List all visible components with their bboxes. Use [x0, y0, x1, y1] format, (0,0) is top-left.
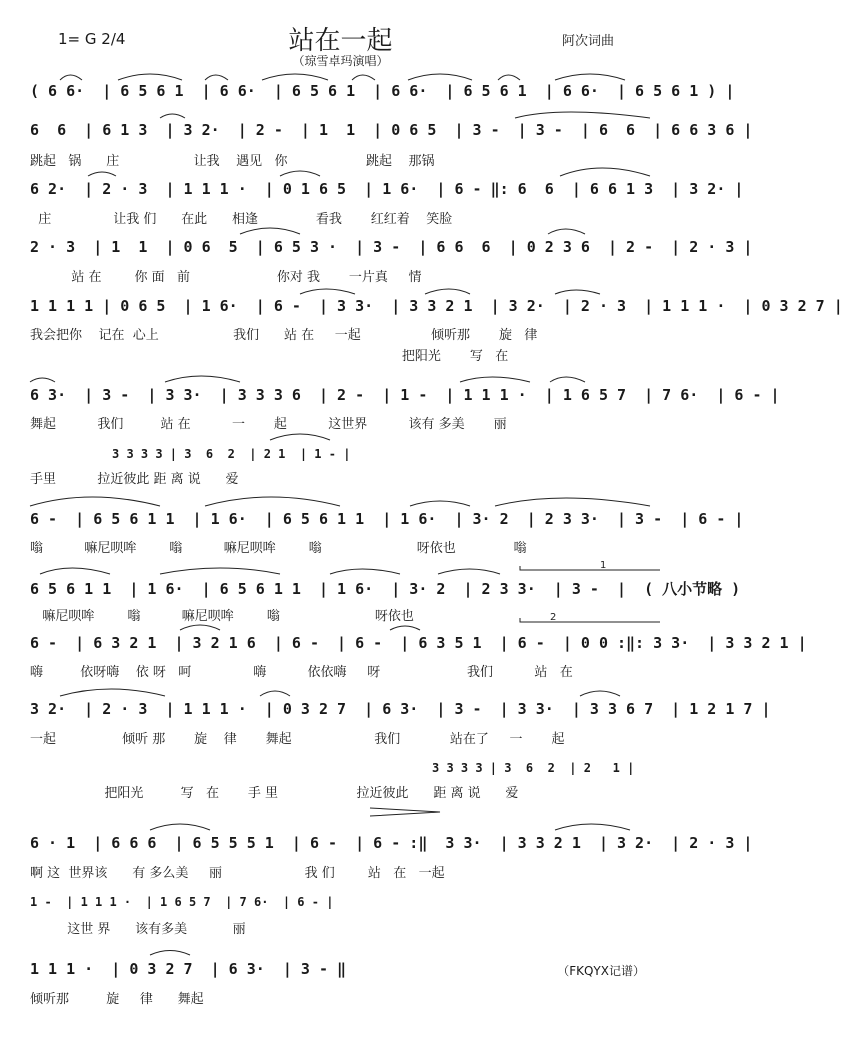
notation-line: 1 - | 1 1 1 · | 1 6 5 7 | 7 6· | 6 - |	[30, 895, 334, 909]
lyric-line: 庄 让我 们 在此 相逢 看我 红红着 笑脸	[30, 212, 453, 227]
song-title: 站在一起	[288, 26, 393, 56]
volta-1-label: 1	[600, 560, 607, 571]
notation-line: 3 2· | 2 · 3 | 1 1 1 · | 0 3 2 7 | 6 3· | 3 - | 3 3· | 3 3 6 7 | 1 2 1 7 |	[30, 700, 771, 718]
lyric-line: 倾听那 旋 律 舞起	[30, 992, 204, 1007]
notation-line: 6 5 6 1 1 | 1 6· | 6 5 6 1 1 | 1 6· | 3· 2 | 2 3 3· | 3 - | ( 八小节略 )	[30, 580, 741, 598]
lyric-line: 这世 界 该有多美 丽	[30, 922, 246, 937]
volta-2-label: 2	[550, 612, 557, 623]
notation-line: 2 · 3 | 1 1 | 0 6 5 | 6 5 3 · | 3 - | 6 6 6 | 0 2 3 6 | 2 - | 2 · 3 |	[30, 238, 753, 256]
lyric-line: 我会把你 记在 心上 我们 站 在 一起 倾听那 旋 律	[30, 328, 538, 343]
lyric-line: 嘛尼呗哞 嗡 嘛尼呗哞 嗡 呀依也	[30, 609, 414, 624]
notation-line: 6 - | 6 5 6 1 1 | 1 6· | 6 5 6 1 1 | 1 6· | 3· 2 | 2 3 3· | 3 - | 6 - |	[30, 510, 744, 528]
notation-line: ( 6 6· | 6 5 6 1 | 6 6· | 6 5 6 1 | 6 6· | 6 5 6 1 | 6 6· | 6 5 6 1 ) |	[30, 82, 735, 100]
transcriber-credit: （FKQYX记谱）	[557, 964, 645, 978]
composer-credit: 阿次词曲	[562, 34, 615, 49]
notation-line: 1 1 1 · | 0 3 2 7 | 6 3· | 3 - ‖	[30, 960, 347, 978]
lyric-line: 手里 拉近彼此 距 离 说 爱	[30, 472, 239, 487]
notation-line: 3 3 3 3 | 3 6 2 | 2 1 |	[432, 761, 635, 775]
lyric-line: 嗡 嘛尼呗哞 嗡 嘛尼呗哞 嗡 呀依也 嗡	[30, 541, 527, 556]
notation-line: 3 3 3 3 | 3 6 2 | 2 1 | 1 - |	[112, 447, 351, 461]
key-signature: 1= G 2/4	[58, 30, 126, 48]
lyric-line: 把阳光 写 在 手 里 拉近彼此 距 离 说 爱	[30, 786, 519, 801]
lyric-line: 一起 倾听 那 旋 律 舞起 我们 站在了 一 起	[30, 732, 565, 747]
notation-line: 6 - | 6 3 2 1 | 3 2 1 6 | 6 - | 6 - | 6 3 5 1 | 6 - | 0 0 :‖: 3 3· | 3 3 2 1 |	[30, 634, 807, 652]
lyric-line: 站 在 你 面 前 你对 我 一片真 情	[30, 270, 422, 285]
notation-line: 1 1 1 1 | 0 6 5 | 1 6· | 6 - | 3 3· | 3 3 2 1 | 3 2· | 2 · 3 | 1 1 1 · | 0 3 2 7 |	[30, 297, 843, 315]
lyric-line: 舞起 我们 站 在 一 起 这世界 该有 多美 丽	[30, 417, 507, 432]
notation-line: 6 · 1 | 6 6 6 | 6 5 5 5 1 | 6 - | 6 - :‖ 3 3· | 3 3 2 1 | 3 2· | 2 · 3 |	[30, 834, 753, 852]
lyric-line: 嗨 依呀嗨 依 呀 呵 嗨 依依嗨 呀 我们 站 在	[30, 665, 573, 680]
lyric-line: 啊 这 世界该 有 多么美 丽 我 们 站 在 一起	[30, 866, 445, 881]
notation-line: 6 2· | 2 · 3 | 1 1 1 · | 0 1 6 5 | 1 6· | 6 - ‖: 6 6 | 6 6 1 3 | 3 2· |	[30, 180, 744, 198]
lyric-line: 跳起 锅 庄 让我 遇见 你 跳起 那锅	[30, 154, 435, 169]
notation-line: 6 3· | 3 - | 3 3· | 3 3 3 6 | 2 - | 1 - | 1 1 1 · | 1 6 5 7 | 7 6· | 6 - |	[30, 386, 780, 404]
notation-line: 6 6 | 6 1 3 | 3 2· | 2 - | 1 1 | 0 6 5 | 3 - | 3 - | 6 6 | 6 6 3 6 |	[30, 121, 753, 139]
lyric-line: 把阳光 写 在	[30, 349, 509, 364]
singer-credit: （琼雪卓玛演唱）	[292, 54, 389, 68]
